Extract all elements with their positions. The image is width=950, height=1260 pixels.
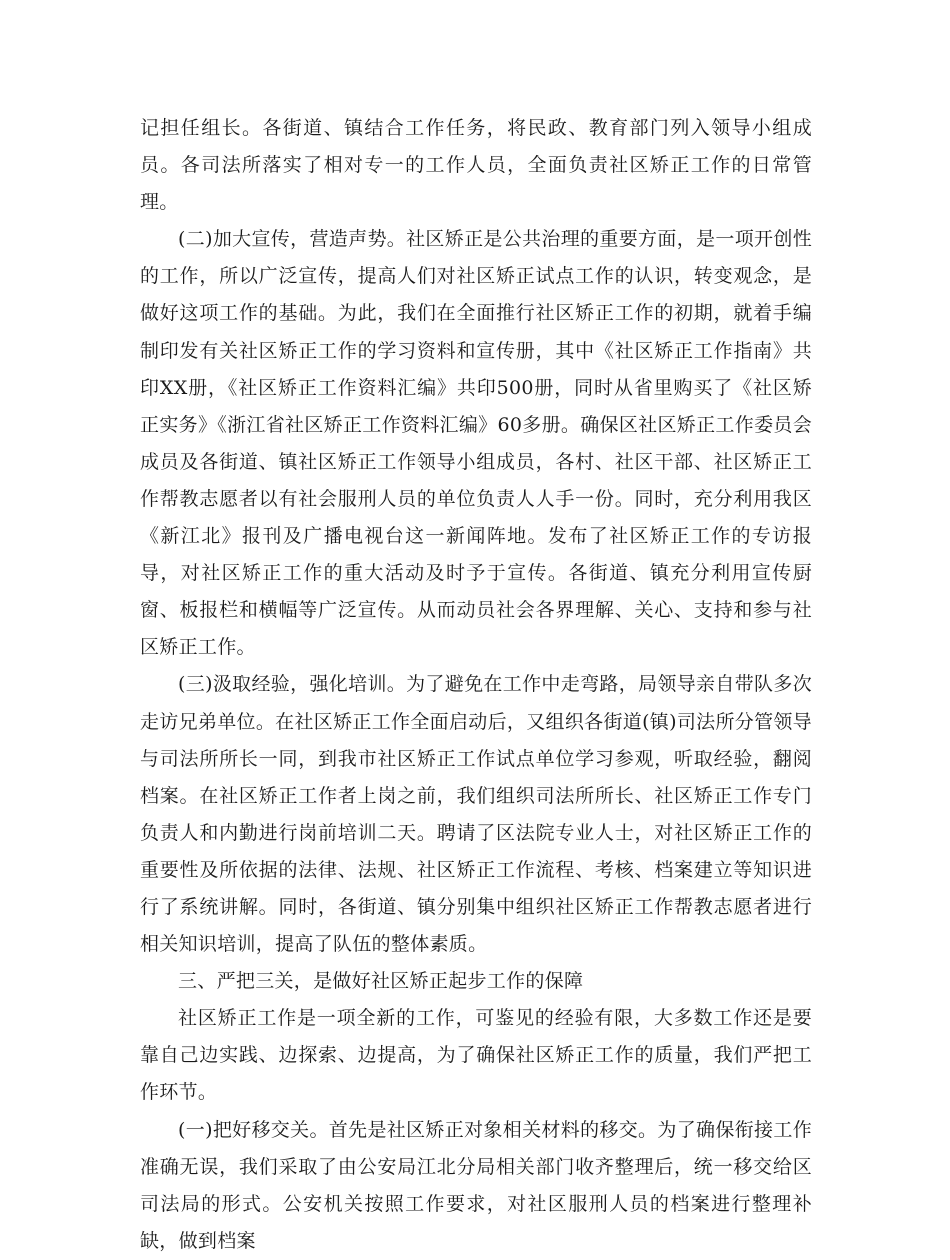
paragraph-handover: (一)把好移交关。首先是社区矫正对象相关材料的移交。为了确保衔接工作准确无误，我们采取了由公安局江北分局相关部门收齐整理后，统一移交给区司法局的形式。公安机关按照工作要求，对社区服刑人员的档案进行整理补缺，做到档案 bbox=[140, 1118, 812, 1252]
paragraph-continued-leadership: 记担任组长。各街道、镇结合工作任务，将民政、教育部门列入领导小组成员。各司法所落实了相对专一的工作人员，全面负责社区矫正工作的日常管理。 bbox=[140, 117, 812, 214]
paragraph-training: (三)汲取经验，强化培训。为了避免在工作中走弯路，局领导亲自带队多次走访兄弟单位。在社区矫正工作全面启动后，又组织各街道(镇)司法所分管领导与司法所所长一同，到我市社区矫正工作试点单位学习参观，听取经验，翻阅档案。在社区矫正工作者上岗之前，我们组织司法所所长、社区矫正工作专门负责人和内勤进行岗前培训二天。聘请了区法院专业人士，对社区矫正工作的重要性及所依据的法律、法规、社区矫正工作流程、考核、档案建立等知识进行了系统讲解。同时，各街道、镇分别集中组织社区矫正工作帮教志愿者进行相关知识培训，提高了队伍的整体素质。 bbox=[140, 673, 812, 956]
paragraph-publicity: (二)加大宣传，营造声势。社区矫正是公共治理的重要方面，是一项开创性的工作，所以广泛宣传，提高人们对社区矫正试点工作的认识，转变观念，是做好这项工作的基础。为此，我们在全面推行社区矫正工作的初期，就着手编制印发有关社区矫正工作的学习资料和宣传册，其中《社区矫正工作指南》共印XX册，《社区矫正工作资料汇编》共印500册，同时从省里购买了《社区矫正实务》《浙江省社区矫正工作资料汇编》60多册。确保区社区矫正工作委员会成员及各街道、镇社区矫正工作领导小组成员，各村、社区干部、社区矫正工作帮教志愿者以有社会服刑人员的单位负责人人手一份。同时，充分利用我区《新江北》报刊及广播电视台这一新闻阵地。发布了社区矫正工作的专访报导，对社区矫正工作的重大活动及时予于宣传。各街道、镇充分利用宣传厨窗、板报栏和横幅等广泛宣传。从而动员社会各界理解、关心、支持和参与社区矫正工作。 bbox=[140, 228, 812, 659]
paragraph-section-intro: 社区矫正工作是一项全新的工作，可鉴见的经验有限，大多数工作还是要靠自己边实践、边探索、边提高，为了确保社区矫正工作的质量，我们严把工作环节。 bbox=[140, 1007, 812, 1104]
section-heading-three-checks: 三、严把三关，是做好社区矫正起步工作的保障 bbox=[178, 970, 584, 993]
document-body bbox=[140, 110, 812, 1260]
